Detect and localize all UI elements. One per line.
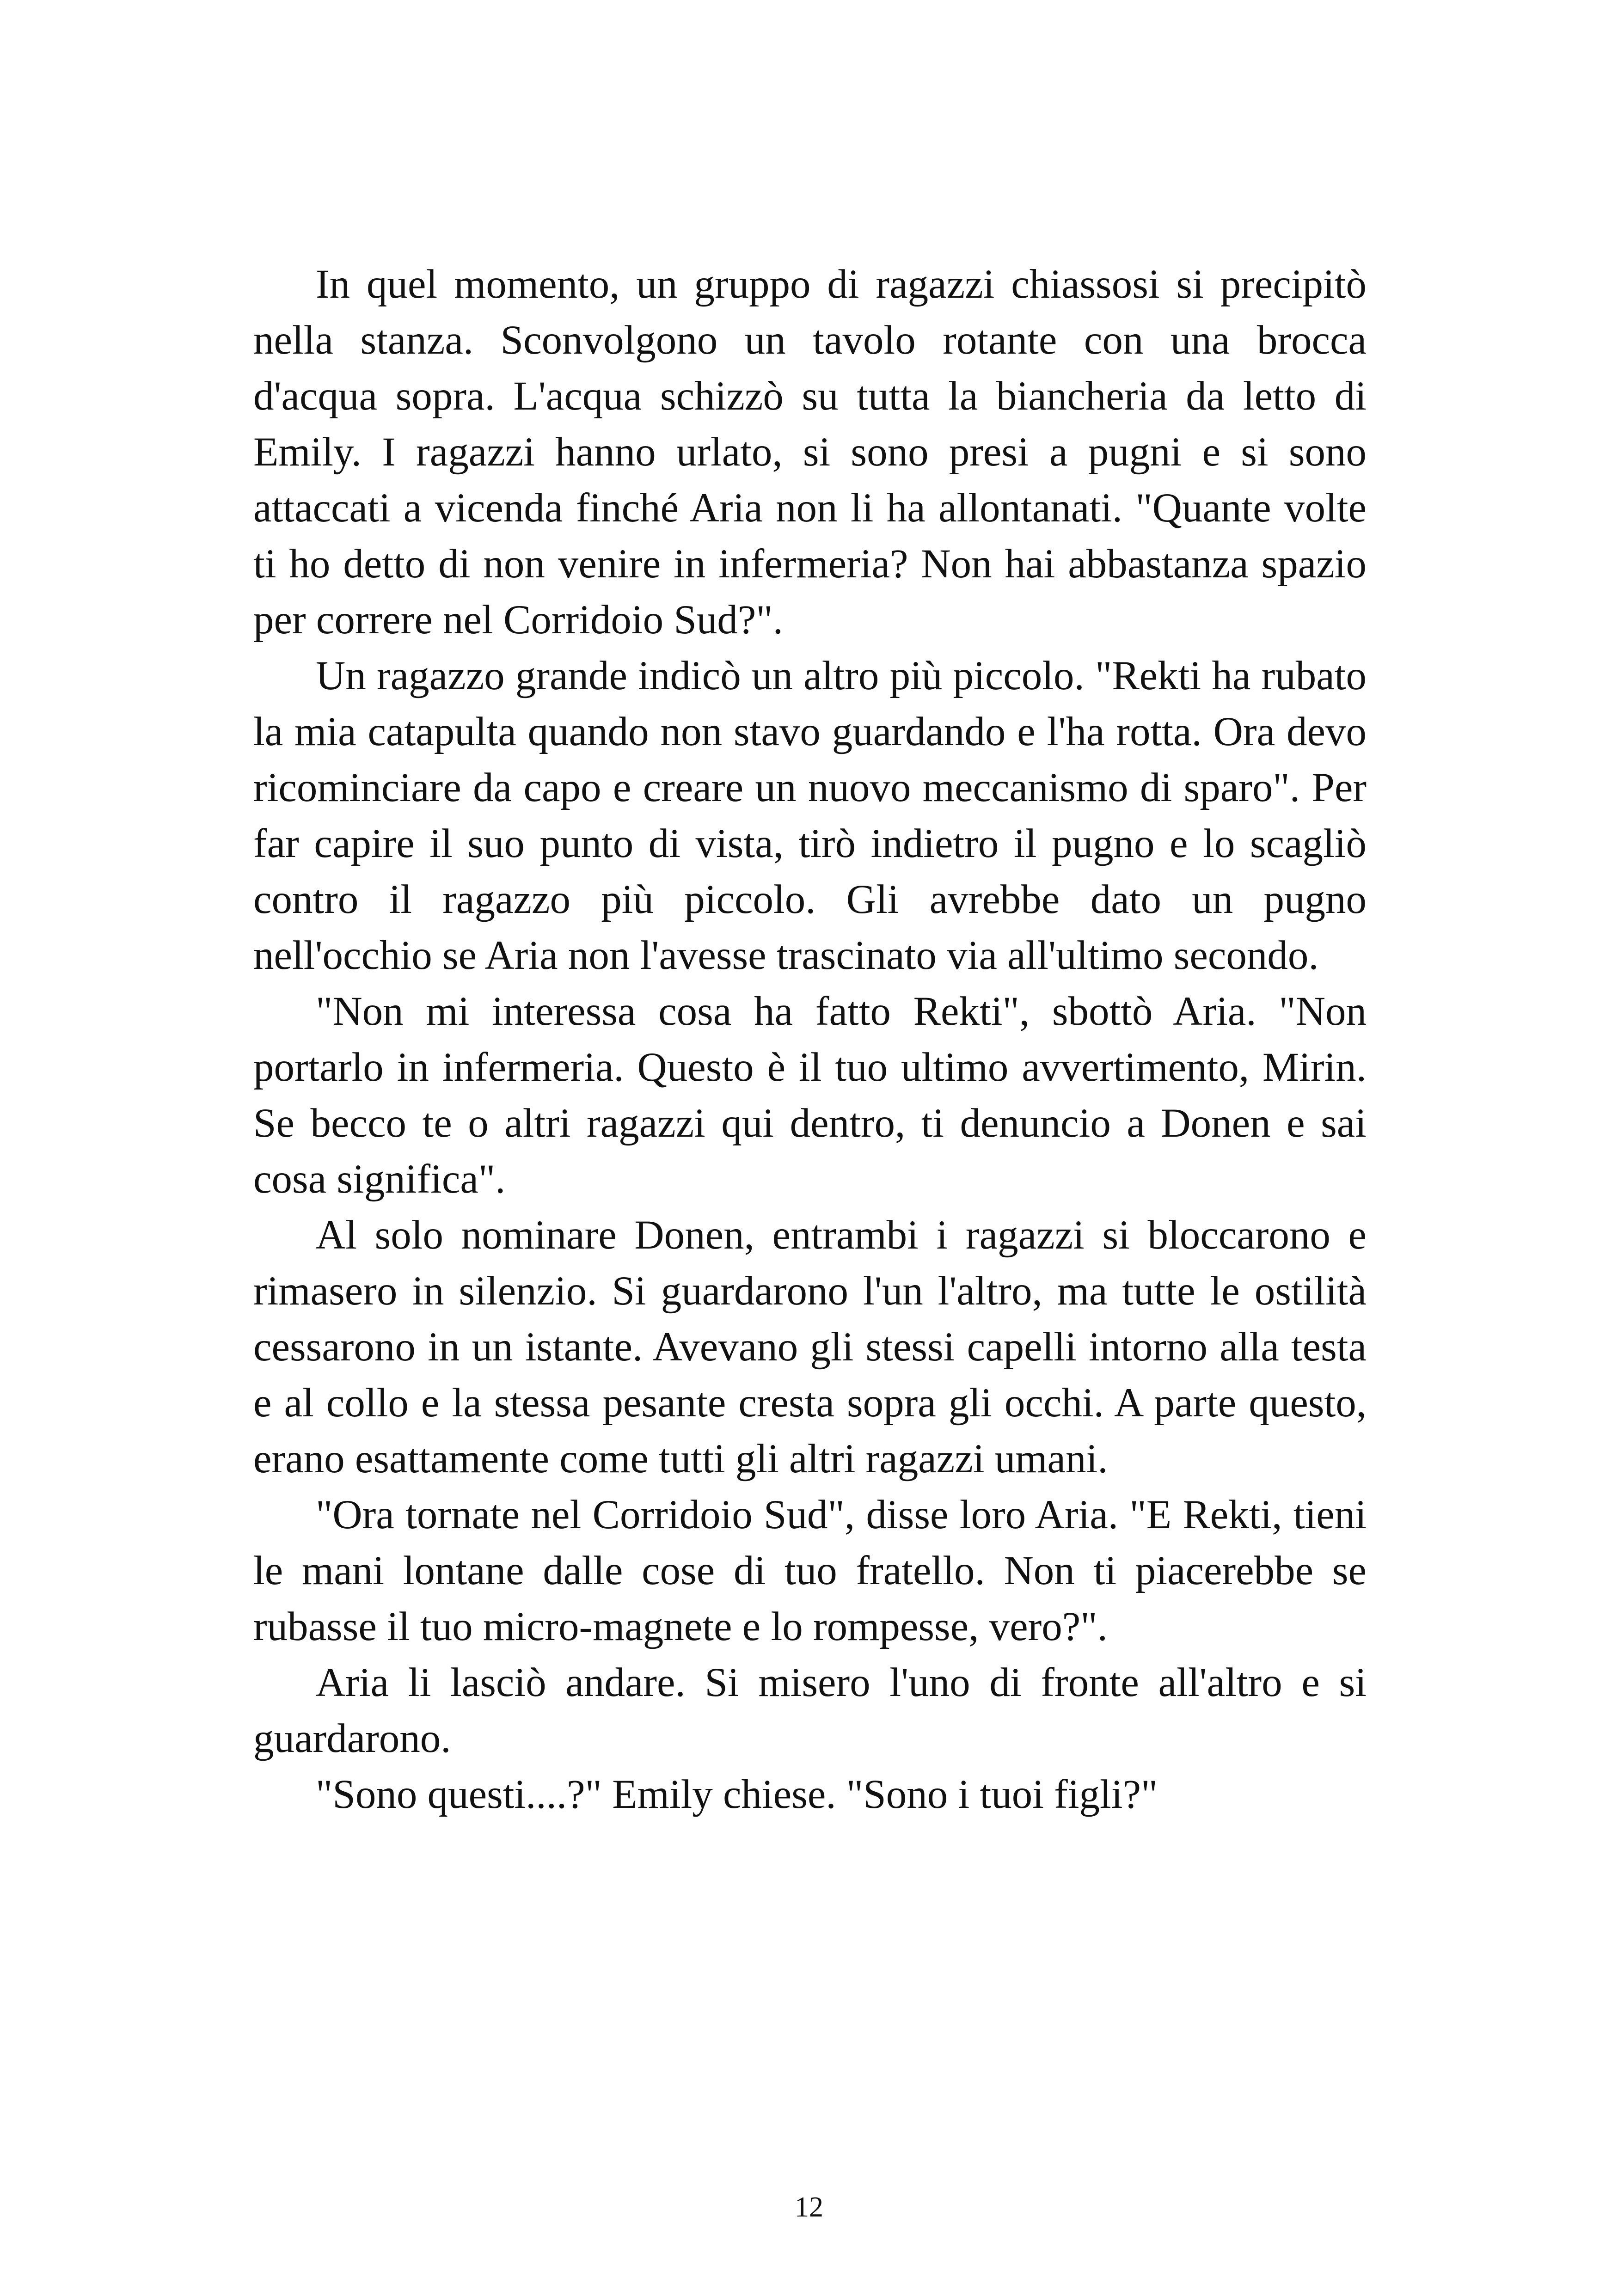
paragraph: "Sono questi....?" Emily chiese. "Sono i tuoi figli?": [316, 1772, 1158, 1817]
paragraph: Al solo nominare Donen, entrambi i ragazzi si bloccarono e rimasero in silenzio. Si guardarono l'un l'altro, ma tutte le ostilità cessarono in un istante. Avevano gli stessi capelli intorno alla testa e al collo e la stessa pesante cresta sopra gli occhi. A parte questo, erano esattamente come tutti gli altri ragazzi umani.: [253, 1212, 1367, 1482]
paragraph: "Non mi interessa cosa ha fatto Rekti", sbottò Aria. "Non portarlo in infermeria. Questo è il tuo ultimo avvertimento, Mirin. Se becco te o altri ragazzi qui dentro, ti denuncio a Donen e sai cosa significa".: [253, 989, 1367, 1202]
paragraph: Aria li lasciò andare. Si misero l'uno di fronte all'altro e si guardarono.: [253, 1660, 1367, 1761]
paragraph: In quel momento, un gruppo di ragazzi chiassosi si precipitò nella stanza. Sconvolgono un tavolo rotante con una brocca d'acqua sopra. L'acqua schizzò su tutta la biancheria da letto di Emily. I ragazzi hanno urlato, si sono presi a pugni e si sono attaccati a vicenda finché Aria non li ha allontanati. "Quante volte ti ho detto di non venire in infermeria? Non hai abbastanza spazio per correre nel Corridoio Sud?".: [253, 262, 1367, 643]
page-body: [253, 257, 1367, 1823]
paragraph: "Ora tornate nel Corridoio Sud", disse loro Aria. "E Rekti, tieni le mani lontane dalle cose di tuo fratello. Non ti piacerebbe se rubasse il tuo micro-magnete e lo rompesse, vero?".: [253, 1492, 1367, 1649]
page-number: 12: [795, 2192, 823, 2223]
paragraph: Un ragazzo grande indicò un altro più piccolo. "Rekti ha rubato la mia catapulta quando non stavo guardando e l'ha rotta. Ora devo ricominciare da capo e creare un nuovo meccanismo di sparo". Per far capire il suo punto di vista, tirò indietro il pugno e lo scagliò contro il ragazzo più piccolo. Gli avrebbe dato un pugno nell'occhio se Aria non l'avesse trascinato via all'ultimo secondo.: [253, 653, 1367, 978]
